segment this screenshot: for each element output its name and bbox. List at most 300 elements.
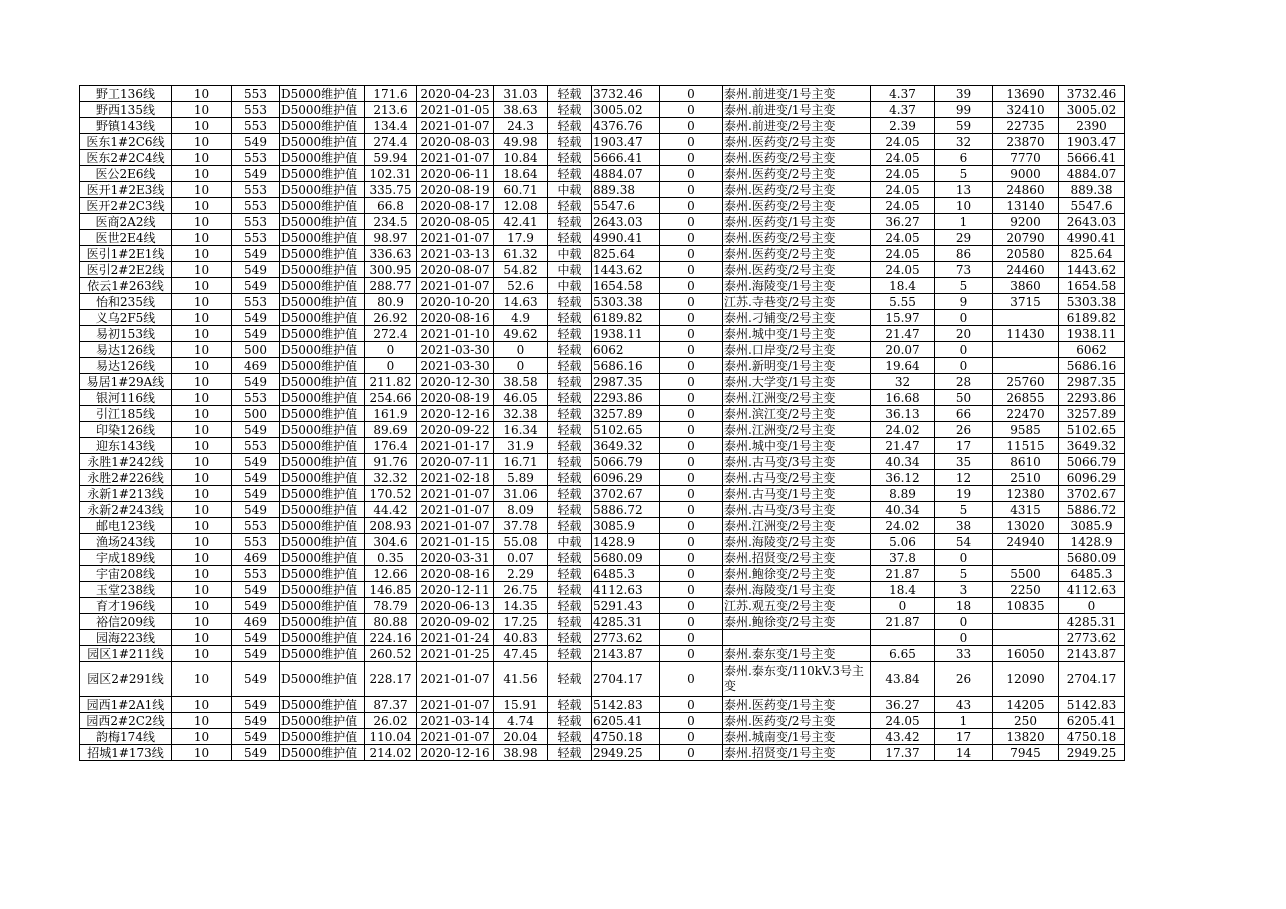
cell-transformer: 泰州.前进变/1号主变 [723,102,871,118]
cell-voltage: 10 [172,278,232,294]
cell-transformer-rate: 24.05 [871,166,935,182]
cell-load-status: 轻载 [548,697,592,713]
table-row [80,230,1125,246]
cell-remaining-capacity: 3005.02 [592,102,660,118]
cell-col-j: 0 [660,566,723,582]
cell-load-rate: 18.64 [494,166,548,182]
cell-remaining-capacity: 3702.67 [592,486,660,502]
cell-available-capacity: 4990.41 [1059,230,1125,246]
cell-installed-capacity: 13690 [993,86,1059,102]
cell-transformer: 泰州.医药变/2号主变 [723,134,871,150]
cell-transformer: 泰州.古马变/2号主变 [723,470,871,486]
cell-date: 2021-01-07 [417,502,494,518]
cell-capacity: 549 [232,598,280,614]
cell-capacity: 549 [232,422,280,438]
cell-available-capacity: 6485.3 [1059,566,1125,582]
cell-capacity: 549 [232,745,280,761]
table-row [80,518,1125,534]
cell-capacity: 549 [232,486,280,502]
cell-transformer: 泰州.城中变/1号主变 [723,438,871,454]
cell-available-capacity: 2390 [1059,118,1125,134]
cell-installed-capacity: 4315 [993,502,1059,518]
cell-transformer: 江苏.观五变/2号主变 [723,598,871,614]
cell-available-capacity: 6189.82 [1059,310,1125,326]
cell-load-status: 轻载 [548,422,592,438]
cell-voltage: 10 [172,486,232,502]
cell-line-name: 易达126线 [80,342,172,358]
table-row [80,582,1125,598]
cell-data-source: D5000维护值 [280,294,365,310]
cell-capacity: 553 [232,182,280,198]
cell-line-name: 银河116线 [80,390,172,406]
cell-load-rate: 40.83 [494,630,548,646]
cell-load-value: 134.4 [365,118,417,134]
cell-capacity: 500 [232,406,280,422]
cell-load-value: 300.95 [365,262,417,278]
cell-remaining-capacity: 3257.89 [592,406,660,422]
cell-load-rate: 55.08 [494,534,548,550]
cell-load-status: 轻载 [548,150,592,166]
cell-installed-capacity: 250 [993,713,1059,729]
cell-voltage: 10 [172,502,232,518]
cell-data-source: D5000维护值 [280,118,365,134]
cell-load-rate: 38.58 [494,374,548,390]
cell-installed-capacity: 7945 [993,745,1059,761]
cell-capacity: 500 [232,342,280,358]
cell-remaining-capacity: 4990.41 [592,230,660,246]
cell-load-status: 轻载 [548,630,592,646]
cell-customer-count: 39 [935,86,993,102]
cell-voltage: 10 [172,310,232,326]
cell-customer-count: 5 [935,566,993,582]
cell-installed-capacity: 20580 [993,246,1059,262]
cell-load-rate: 49.62 [494,326,548,342]
cell-load-status: 轻载 [548,566,592,582]
cell-transformer-rate [871,630,935,646]
cell-voltage: 10 [172,550,232,566]
cell-remaining-capacity: 5886.72 [592,502,660,518]
cell-installed-capacity: 13020 [993,518,1059,534]
cell-transformer-rate: 20.07 [871,342,935,358]
table-row [80,646,1125,662]
cell-voltage: 10 [172,134,232,150]
cell-load-value: 0.35 [365,550,417,566]
cell-available-capacity: 5547.6 [1059,198,1125,214]
cell-transformer-rate: 36.27 [871,214,935,230]
cell-load-value: 59.94 [365,150,417,166]
cell-available-capacity: 3649.32 [1059,438,1125,454]
cell-remaining-capacity: 5142.83 [592,697,660,713]
cell-date: 2020-06-13 [417,598,494,614]
cell-installed-capacity: 12380 [993,486,1059,502]
cell-load-rate: 17.25 [494,614,548,630]
cell-customer-count: 1 [935,713,993,729]
cell-customer-count: 18 [935,598,993,614]
cell-data-source: D5000维护值 [280,102,365,118]
cell-load-rate: 46.05 [494,390,548,406]
cell-capacity: 549 [232,713,280,729]
cell-load-value: 336.63 [365,246,417,262]
cell-col-j: 0 [660,713,723,729]
cell-transformer-rate: 2.39 [871,118,935,134]
cell-customer-count: 59 [935,118,993,134]
cell-customer-count: 9 [935,294,993,310]
cell-installed-capacity [993,310,1059,326]
cell-col-j: 0 [660,582,723,598]
cell-voltage: 10 [172,118,232,134]
cell-installed-capacity: 9585 [993,422,1059,438]
cell-voltage: 10 [172,246,232,262]
cell-transformer: 泰州.口岸变/2号主变 [723,342,871,358]
cell-installed-capacity: 7770 [993,150,1059,166]
cell-col-j: 0 [660,342,723,358]
cell-customer-count: 0 [935,358,993,374]
cell-line-name: 医商2A2线 [80,214,172,230]
cell-load-rate: 17.9 [494,230,548,246]
cell-load-rate: 31.03 [494,86,548,102]
table-row [80,262,1125,278]
cell-available-capacity: 1903.47 [1059,134,1125,150]
cell-line-name: 宇宙208线 [80,566,172,582]
cell-load-value: 171.6 [365,86,417,102]
cell-transformer: 泰州.海陵变/2号主变 [723,534,871,550]
cell-load-value: 254.66 [365,390,417,406]
cell-installed-capacity [993,358,1059,374]
cell-customer-count: 5 [935,278,993,294]
cell-available-capacity: 5102.65 [1059,422,1125,438]
cell-date: 2020-08-19 [417,390,494,406]
cell-remaining-capacity: 5291.43 [592,598,660,614]
cell-available-capacity: 2949.25 [1059,745,1125,761]
cell-installed-capacity: 2250 [993,582,1059,598]
cell-data-source: D5000维护值 [280,745,365,761]
cell-installed-capacity [993,342,1059,358]
cell-load-value: 234.5 [365,214,417,230]
cell-capacity: 549 [232,246,280,262]
cell-col-j: 0 [660,102,723,118]
cell-load-rate: 54.82 [494,262,548,278]
cell-customer-count: 33 [935,646,993,662]
cell-transformer: 泰州.海陵变/1号主变 [723,278,871,294]
cell-col-j: 0 [660,518,723,534]
cell-date: 2020-08-03 [417,134,494,150]
cell-line-name: 印染126线 [80,422,172,438]
cell-transformer-rate: 8.89 [871,486,935,502]
cell-voltage: 10 [172,294,232,310]
cell-load-value: 66.8 [365,198,417,214]
cell-transformer-rate: 5.06 [871,534,935,550]
cell-transformer: 泰州.鲍徐变/2号主变 [723,614,871,630]
cell-line-name: 园区2#291线 [80,662,172,697]
cell-data-source: D5000维护值 [280,182,365,198]
cell-data-source: D5000维护值 [280,697,365,713]
cell-transformer: 泰州.前进变/2号主变 [723,118,871,134]
cell-line-name: 医东1#2C6线 [80,134,172,150]
cell-line-name: 医引2#2E2线 [80,262,172,278]
cell-date: 2021-01-07 [417,278,494,294]
cell-customer-count: 99 [935,102,993,118]
cell-transformer: 泰州.古马变/3号主变 [723,454,871,470]
cell-data-source: D5000维护值 [280,390,365,406]
cell-data-source: D5000维护值 [280,454,365,470]
cell-col-j: 0 [660,486,723,502]
cell-load-value: 170.52 [365,486,417,502]
cell-customer-count: 32 [935,134,993,150]
cell-load-status: 轻载 [548,662,592,697]
cell-data-source: D5000维护值 [280,214,365,230]
cell-data-source: D5000维护值 [280,166,365,182]
cell-installed-capacity [993,614,1059,630]
cell-load-rate: 12.08 [494,198,548,214]
table-row [80,486,1125,502]
cell-transformer-rate: 18.4 [871,582,935,598]
cell-load-rate: 41.56 [494,662,548,697]
cell-transformer-rate: 18.4 [871,278,935,294]
cell-capacity: 549 [232,454,280,470]
cell-transformer [723,630,871,646]
cell-date: 2020-12-16 [417,406,494,422]
table-row [80,406,1125,422]
cell-load-status: 轻载 [548,438,592,454]
cell-capacity: 553 [232,86,280,102]
cell-installed-capacity: 11430 [993,326,1059,342]
cell-load-value: 44.42 [365,502,417,518]
cell-remaining-capacity: 5066.79 [592,454,660,470]
cell-customer-count: 50 [935,390,993,406]
cell-installed-capacity: 24860 [993,182,1059,198]
cell-data-source: D5000维护值 [280,729,365,745]
cell-data-source: D5000维护值 [280,614,365,630]
cell-available-capacity: 2987.35 [1059,374,1125,390]
cell-load-status: 轻载 [548,230,592,246]
table-row [80,150,1125,166]
cell-voltage: 10 [172,230,232,246]
cell-remaining-capacity: 5686.16 [592,358,660,374]
cell-load-rate: 32.38 [494,406,548,422]
cell-voltage: 10 [172,342,232,358]
cell-col-j: 0 [660,198,723,214]
cell-data-source: D5000维护值 [280,262,365,278]
cell-date: 2020-04-23 [417,86,494,102]
cell-load-status: 中载 [548,182,592,198]
cell-load-value: 146.85 [365,582,417,598]
cell-data-source: D5000维护值 [280,438,365,454]
cell-load-status: 轻载 [548,470,592,486]
cell-customer-count: 73 [935,262,993,278]
cell-transformer-rate: 24.05 [871,262,935,278]
cell-data-source: D5000维护值 [280,550,365,566]
cell-transformer-rate: 37.8 [871,550,935,566]
cell-customer-count: 13 [935,182,993,198]
cell-transformer-rate: 21.87 [871,566,935,582]
cell-transformer-rate: 43.42 [871,729,935,745]
cell-transformer-rate: 36.12 [871,470,935,486]
cell-load-rate: 31.9 [494,438,548,454]
cell-data-source: D5000维护值 [280,630,365,646]
cell-date: 2021-01-07 [417,150,494,166]
cell-capacity: 549 [232,166,280,182]
table-row [80,502,1125,518]
cell-load-value: 87.37 [365,697,417,713]
cell-transformer: 泰州.医药变/2号主变 [723,182,871,198]
cell-transformer-rate: 19.64 [871,358,935,374]
cell-voltage: 10 [172,262,232,278]
cell-transformer-rate: 24.05 [871,198,935,214]
cell-transformer-rate: 5.55 [871,294,935,310]
cell-remaining-capacity: 5303.38 [592,294,660,310]
cell-data-source: D5000维护值 [280,150,365,166]
cell-load-value: 26.92 [365,310,417,326]
cell-remaining-capacity: 889.38 [592,182,660,198]
cell-load-value: 272.4 [365,326,417,342]
cell-transformer-rate: 24.05 [871,230,935,246]
cell-transformer: 江苏.寺巷变/2号主变 [723,294,871,310]
cell-date: 2020-12-16 [417,745,494,761]
cell-load-status: 轻载 [548,550,592,566]
cell-remaining-capacity: 4376.76 [592,118,660,134]
cell-data-source: D5000维护值 [280,86,365,102]
table-row [80,198,1125,214]
cell-capacity: 553 [232,294,280,310]
cell-voltage: 10 [172,614,232,630]
cell-line-name: 医东2#2C4线 [80,150,172,166]
cell-date: 2020-12-11 [417,582,494,598]
cell-transformer-rate: 4.37 [871,102,935,118]
table-row [80,470,1125,486]
cell-customer-count: 29 [935,230,993,246]
cell-transformer-rate: 21.47 [871,438,935,454]
cell-customer-count: 66 [935,406,993,422]
cell-line-name: 园区1#211线 [80,646,172,662]
cell-load-value: 12.66 [365,566,417,582]
cell-line-name: 医开2#2C3线 [80,198,172,214]
cell-capacity: 549 [232,278,280,294]
cell-installed-capacity: 14205 [993,697,1059,713]
cell-voltage: 10 [172,438,232,454]
cell-data-source: D5000维护值 [280,486,365,502]
cell-remaining-capacity: 2643.03 [592,214,660,230]
cell-load-rate: 26.75 [494,582,548,598]
cell-remaining-capacity: 6205.41 [592,713,660,729]
cell-voltage: 10 [172,598,232,614]
cell-available-capacity: 1654.58 [1059,278,1125,294]
cell-data-source: D5000维护值 [280,566,365,582]
cell-capacity: 553 [232,214,280,230]
cell-col-j: 0 [660,182,723,198]
cell-available-capacity: 2773.62 [1059,630,1125,646]
cell-transformer-rate: 36.13 [871,406,935,422]
cell-remaining-capacity: 6189.82 [592,310,660,326]
cell-load-value: 274.4 [365,134,417,150]
cell-capacity: 549 [232,134,280,150]
cell-line-name: 野工136线 [80,86,172,102]
cell-load-rate: 61.32 [494,246,548,262]
cell-col-j: 0 [660,166,723,182]
cell-date: 2020-06-11 [417,166,494,182]
table-row [80,278,1125,294]
cell-load-value: 80.9 [365,294,417,310]
cell-load-status: 轻载 [548,166,592,182]
cell-date: 2021-01-25 [417,646,494,662]
cell-data-source: D5000维护值 [280,406,365,422]
cell-data-source: D5000维护值 [280,230,365,246]
cell-date: 2021-01-07 [417,662,494,697]
cell-capacity: 549 [232,262,280,278]
cell-installed-capacity: 24940 [993,534,1059,550]
cell-capacity: 469 [232,550,280,566]
cell-transformer: 泰州.江洲变/2号主变 [723,518,871,534]
cell-load-status: 轻载 [548,390,592,406]
cell-available-capacity: 2704.17 [1059,662,1125,697]
cell-available-capacity: 2643.03 [1059,214,1125,230]
cell-line-name: 引江185线 [80,406,172,422]
table-row [80,246,1125,262]
cell-available-capacity: 6096.29 [1059,470,1125,486]
cell-transformer: 泰州.刁铺变/2号主变 [723,310,871,326]
cell-customer-count: 54 [935,534,993,550]
cell-data-source: D5000维护值 [280,422,365,438]
cell-load-rate: 4.9 [494,310,548,326]
cell-load-status: 中载 [548,278,592,294]
cell-remaining-capacity: 5680.09 [592,550,660,566]
cell-col-j: 0 [660,118,723,134]
cell-load-value: 161.9 [365,406,417,422]
cell-load-status: 轻载 [548,374,592,390]
cell-col-j: 0 [660,326,723,342]
cell-remaining-capacity: 6062 [592,342,660,358]
cell-load-value: 89.69 [365,422,417,438]
cell-data-source: D5000维护值 [280,713,365,729]
cell-line-name: 邮电123线 [80,518,172,534]
cell-remaining-capacity: 5102.65 [592,422,660,438]
cell-col-j: 0 [660,406,723,422]
cell-load-status: 轻载 [548,598,592,614]
cell-available-capacity: 5680.09 [1059,550,1125,566]
cell-customer-count: 12 [935,470,993,486]
cell-customer-count: 28 [935,374,993,390]
cell-transformer: 泰州.医药变/2号主变 [723,166,871,182]
cell-transformer: 泰州.医药变/2号主变 [723,246,871,262]
table-row [80,166,1125,182]
cell-line-name: 医引1#2E1线 [80,246,172,262]
cell-line-name: 医开1#2E3线 [80,182,172,198]
cell-voltage: 10 [172,422,232,438]
table-row [80,118,1125,134]
cell-installed-capacity: 9000 [993,166,1059,182]
cell-col-j: 0 [660,262,723,278]
cell-remaining-capacity: 1654.58 [592,278,660,294]
cell-date: 2021-01-17 [417,438,494,454]
cell-load-value: 224.16 [365,630,417,646]
cell-load-status: 轻载 [548,118,592,134]
cell-customer-count: 17 [935,729,993,745]
cell-date: 2020-09-02 [417,614,494,630]
cell-line-name: 园西2#2C2线 [80,713,172,729]
cell-date: 2021-01-15 [417,534,494,550]
cell-transformer-rate: 24.02 [871,518,935,534]
cell-remaining-capacity: 4285.31 [592,614,660,630]
cell-installed-capacity: 22735 [993,118,1059,134]
cell-installed-capacity: 20790 [993,230,1059,246]
cell-voltage: 10 [172,745,232,761]
cell-load-status: 轻载 [548,745,592,761]
cell-voltage: 10 [172,326,232,342]
cell-remaining-capacity: 5666.41 [592,150,660,166]
cell-available-capacity: 6062 [1059,342,1125,358]
cell-data-source: D5000维护值 [280,470,365,486]
cell-remaining-capacity: 4884.07 [592,166,660,182]
cell-load-rate: 10.84 [494,150,548,166]
